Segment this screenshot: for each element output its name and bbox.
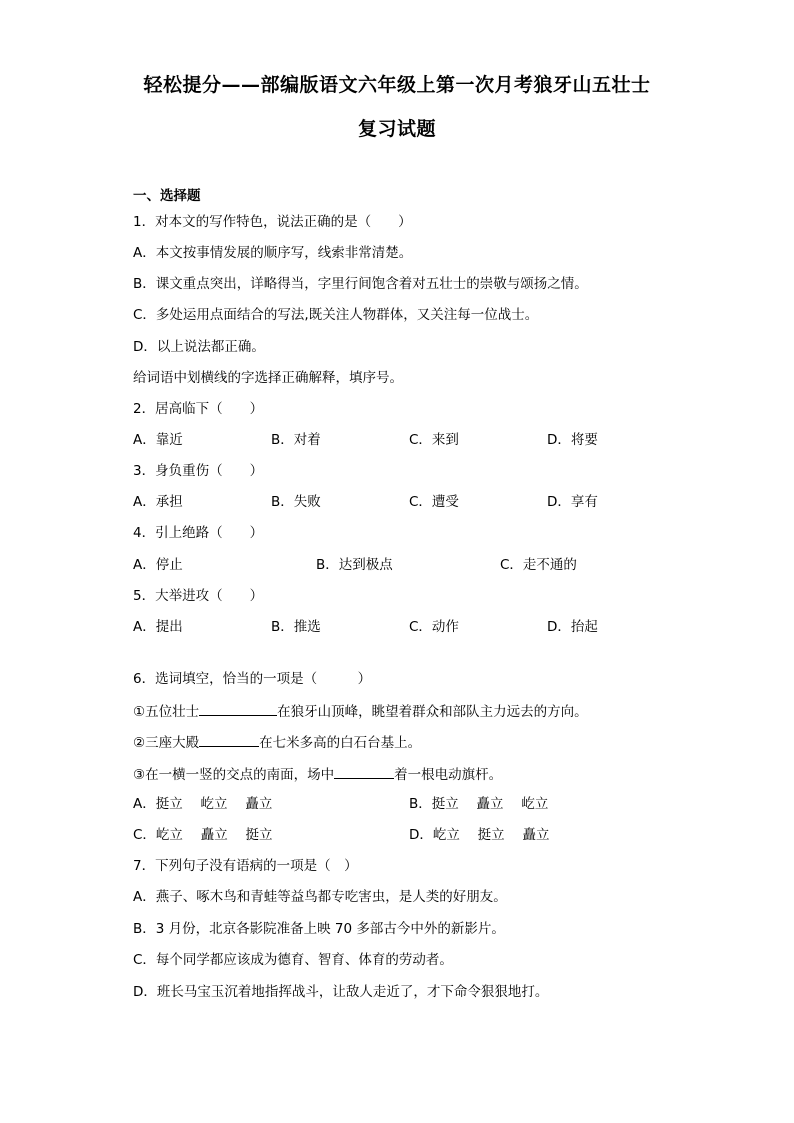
q7-option-b: B．3 月份，北京各影院准备上映 70 多部古今中外的新影片。 <box>133 921 505 937</box>
q6-option-c: C．屹立 矗立 挺立 <box>133 827 273 843</box>
fill-blank <box>334 764 394 779</box>
q6-s3-post: 着一根电动旗杆。 <box>394 767 503 783</box>
q7-option-d: D．班长马宝玉沉着地指挥战斗，让敌人走近了，才下命令狠狠地打。 <box>133 984 549 1000</box>
q5-option-b: B．推选 <box>271 619 321 635</box>
q4-option-a: A．停止 <box>133 557 183 573</box>
document-subtitle: 复习试题 <box>357 118 436 140</box>
q2-stem: 2．居高临下（ ） <box>133 401 264 417</box>
q5-option-a: A．提出 <box>133 619 183 635</box>
q2-option-b: B．对着 <box>271 432 321 448</box>
q6-option-a: A．挺立 屹立 矗立 <box>133 796 273 812</box>
q7-option-a: A．燕子、啄木鸟和青蛙等益鸟都专吃害虫，是人类的好朋友。 <box>133 889 507 905</box>
q6-stem: 6．选词填空，恰当的一项是（ ） <box>133 671 372 687</box>
q3-option-a: A．承担 <box>133 494 183 510</box>
q6-s1-pre: ①五位壮士 <box>133 704 200 720</box>
document-title: 轻松提分——部编版语文六年级上第一次月考狼牙山五壮士 <box>143 74 651 96</box>
q4-stem: 4．引上绝路（ ） <box>133 525 264 541</box>
q3-option-b: B．失败 <box>271 494 321 510</box>
q5-option-d: D．抬起 <box>547 619 598 635</box>
q2-option-d: D．将要 <box>547 432 598 448</box>
q1-option-b: B．课文重点突出，详略得当，字里行间饱含着对五壮士的崇敬与颂扬之情。 <box>133 276 588 292</box>
q6-option-b: B．挺立 矗立 屹立 <box>409 796 549 812</box>
q1-stem: 1．对本文的写作特色，说法正确的是（ ） <box>133 214 412 230</box>
q7-stem: 7．下列句子没有语病的一项是（ ） <box>133 858 358 874</box>
instruction: 给词语中划横线的字选择正确解释，填序号。 <box>133 370 403 386</box>
q6-s2-post: 在七米多高的白石台基上。 <box>259 735 422 751</box>
q1-option-a: A．本文按事情发展的顺序写，线索非常清楚。 <box>133 245 413 261</box>
q1-option-c: C．多处运用点面结合的写法,既关注人物群体，又关注每一位战士。 <box>133 307 539 323</box>
q6-option-d: D．屹立 挺立 矗立 <box>409 827 550 843</box>
q6-s1-post: 在狼牙山顶峰，眺望着群众和部队主力远去的方向。 <box>277 704 588 720</box>
q5-stem: 5．大举进攻（ ） <box>133 588 264 604</box>
q7-option-c: C．每个同学都应该成为德育、智育、体育的劳动者。 <box>133 952 453 968</box>
q6-sentence-1 <box>133 701 588 721</box>
q4-option-b: B．达到极点 <box>316 557 393 573</box>
q2-option-a: A．靠近 <box>133 432 183 448</box>
q6-s3-pre: ③在一横一竖的交点的南面，场中 <box>133 767 335 783</box>
q1-option-d: D．以上说法都正确。 <box>133 339 265 355</box>
fill-blank <box>199 732 259 747</box>
q3-option-d: D．享有 <box>547 494 598 510</box>
q3-option-c: C．遭受 <box>409 494 459 510</box>
q4-option-c: C．走不通的 <box>500 557 577 573</box>
q3-stem: 3．身负重伤（ ） <box>133 463 264 479</box>
q6-s2-pre: ②三座大殿 <box>133 735 200 751</box>
q5-option-c: C．动作 <box>409 619 459 635</box>
fill-blank <box>199 701 277 716</box>
section-heading: 一、选择题 <box>133 188 201 204</box>
q2-option-c: C．来到 <box>409 432 459 448</box>
q6-sentence-2 <box>133 732 421 752</box>
q6-sentence-3 <box>133 764 502 784</box>
